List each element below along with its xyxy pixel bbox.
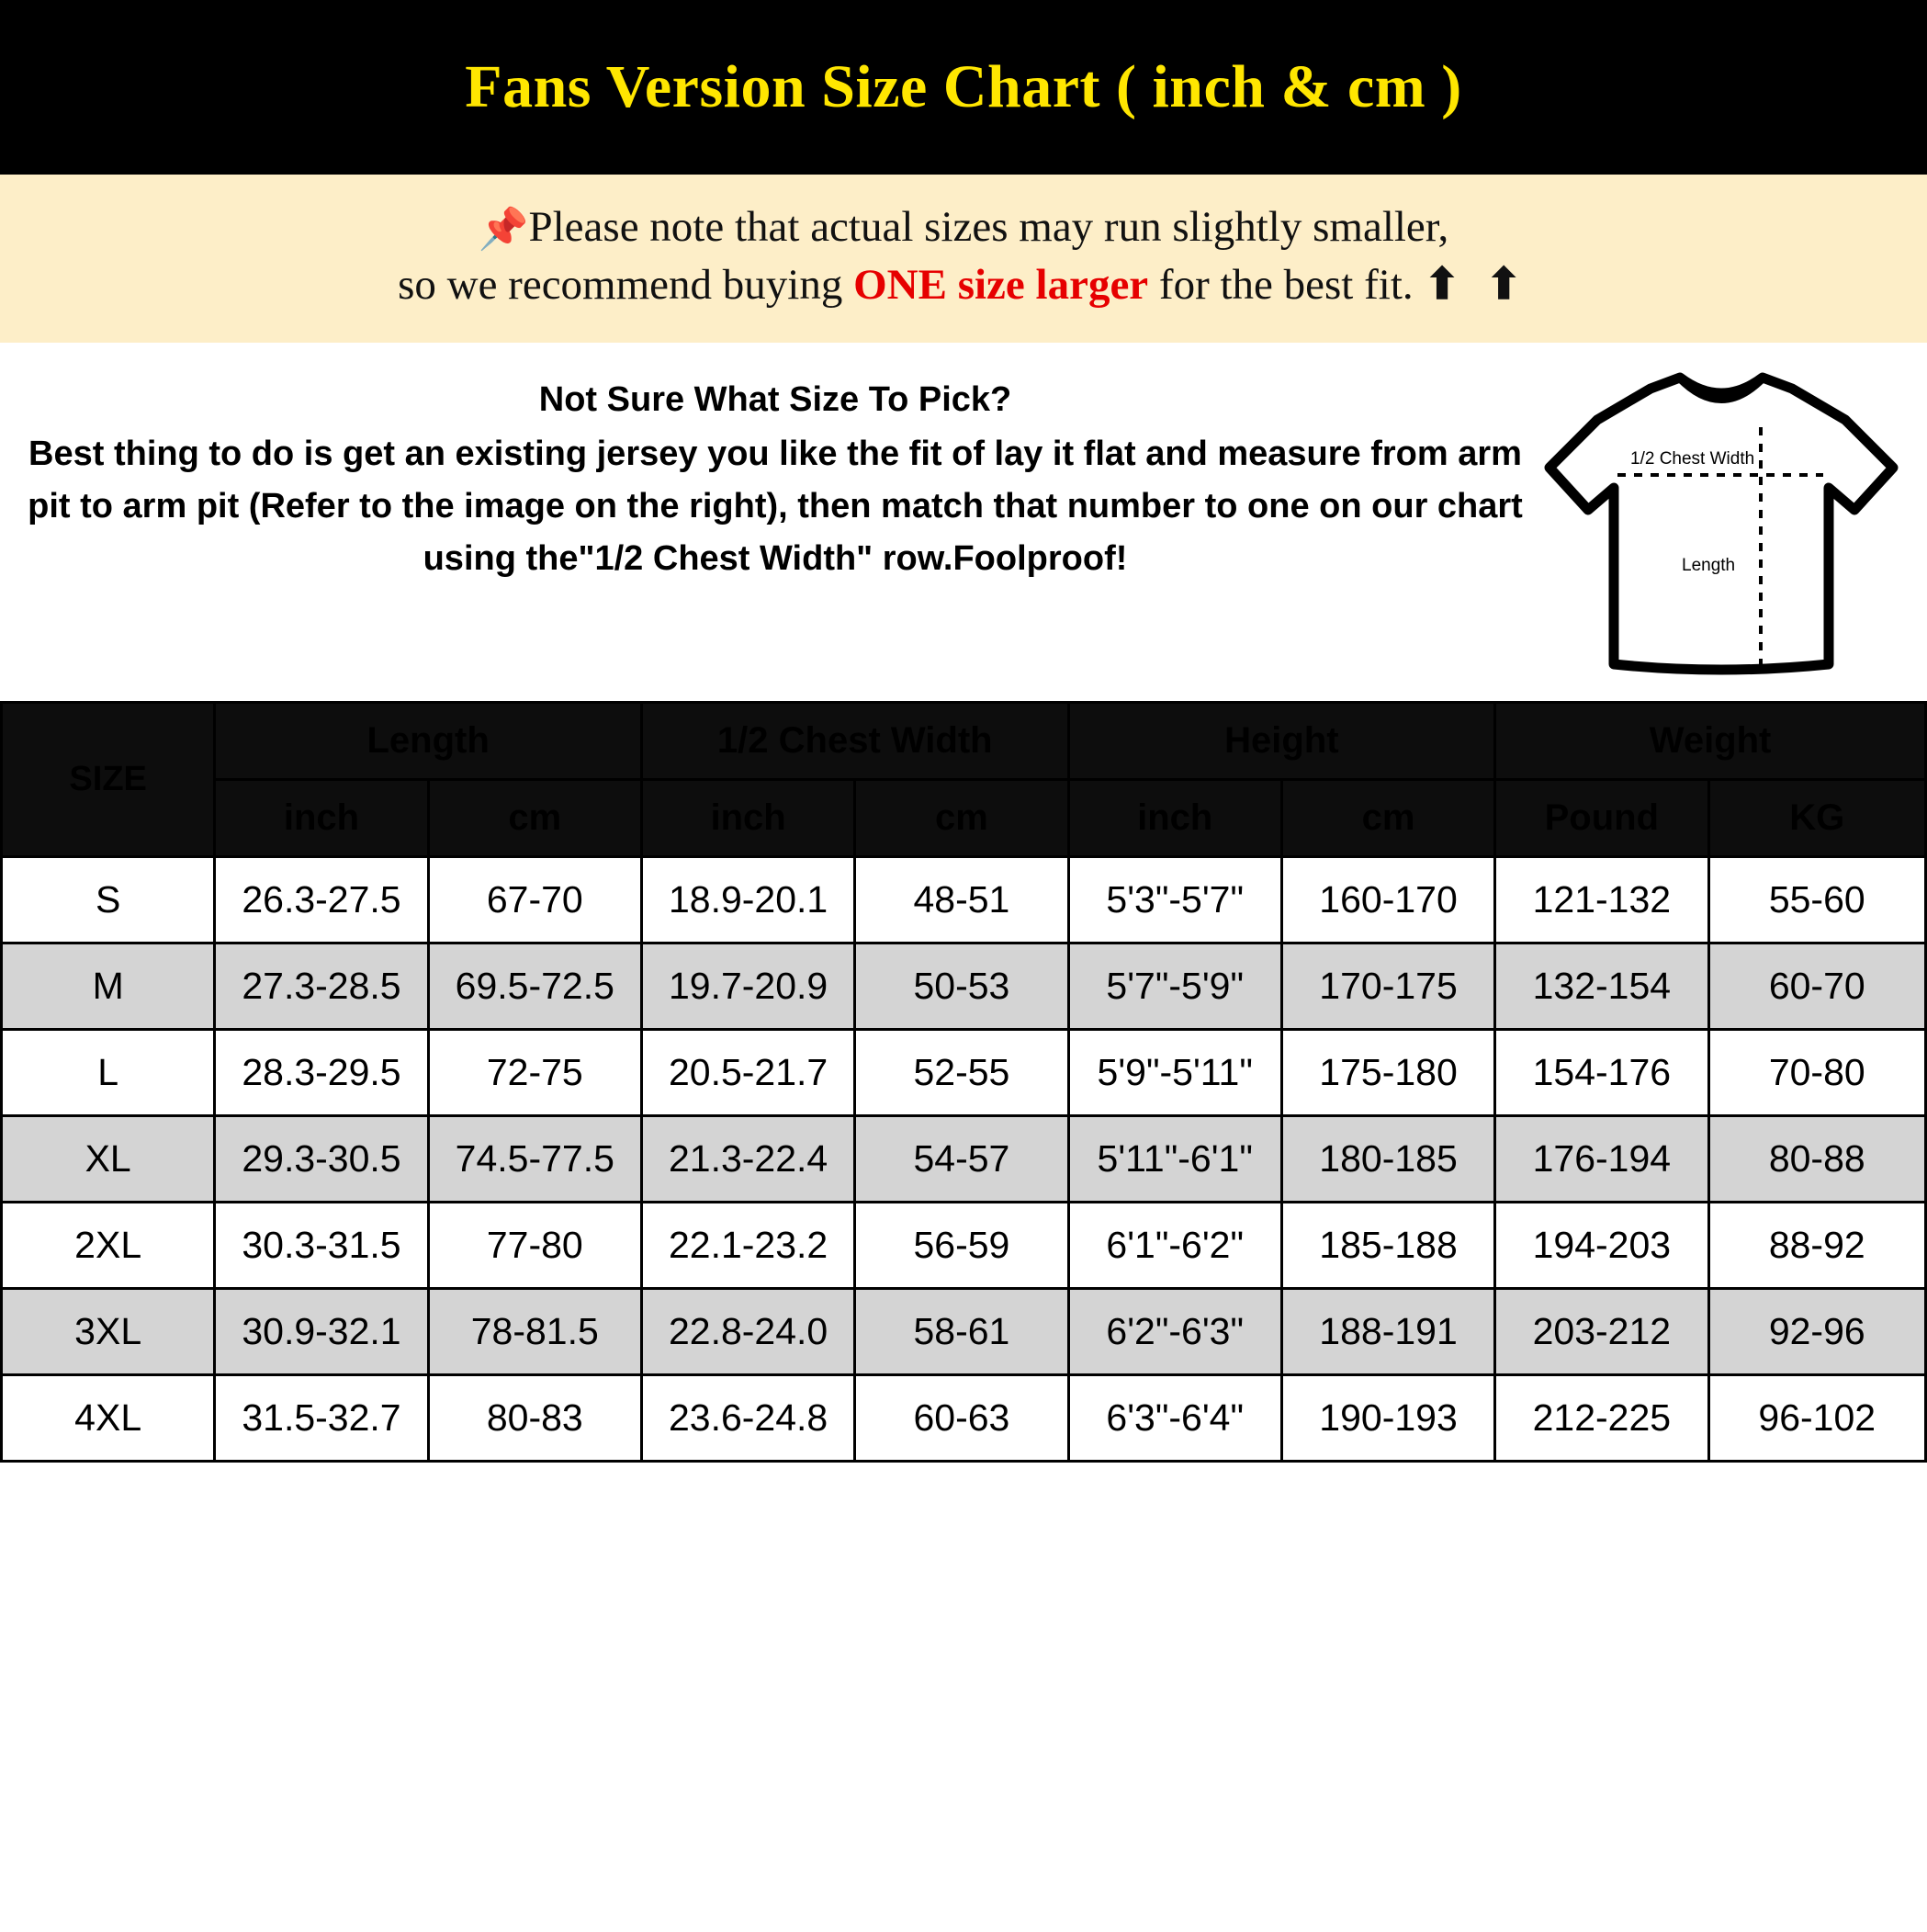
cell-chest-inch: 18.9-20.1 (641, 856, 854, 943)
table-body (2, 856, 1926, 1461)
cell-chest-inch: 23.6-24.8 (641, 1374, 854, 1461)
cell-size: 2XL (2, 1202, 215, 1288)
length-label: Length (1682, 555, 1736, 575)
cell-weight-kg: 96-102 (1708, 1374, 1926, 1461)
cell-height-cm: 160-170 (1281, 856, 1494, 943)
cell-height-cm: 190-193 (1281, 1374, 1494, 1461)
table-head (2, 702, 1926, 856)
cell-length-inch: 28.3-29.5 (215, 1029, 428, 1115)
subheader-length-cm: cm (428, 779, 641, 856)
cell-chest-cm: 56-59 (855, 1202, 1068, 1288)
help-question: Not Sure What Size To Pick? (538, 379, 1012, 419)
header-length: Length (215, 702, 642, 779)
subheader-weight-pound: Pound (1495, 779, 1708, 856)
subheader-weight-kg: KG (1708, 779, 1926, 856)
size-table (0, 701, 1927, 1463)
cell-length-cm: 69.5-72.5 (428, 943, 641, 1029)
cell-height-cm: 185-188 (1281, 1202, 1494, 1288)
cell-height-cm: 180-185 (1281, 1115, 1494, 1202)
cell-weight-pound: 194-203 (1495, 1202, 1708, 1288)
cell-weight-kg: 80-88 (1708, 1115, 1926, 1202)
cell-height-inch: 5'3"-5'7" (1068, 856, 1281, 943)
table-row (2, 1202, 1926, 1288)
cell-size: 4XL (2, 1374, 215, 1461)
cell-height-cm: 188-191 (1281, 1288, 1494, 1374)
subheader-chest-inch: inch (641, 779, 854, 856)
cell-size: XL (2, 1115, 215, 1202)
cell-length-cm: 80-83 (428, 1374, 641, 1461)
cell-size: 3XL (2, 1288, 215, 1374)
cell-weight-kg: 88-92 (1708, 1202, 1926, 1288)
cell-weight-kg: 55-60 (1708, 856, 1926, 943)
help-section (0, 346, 1927, 701)
shirt-diagram (1528, 367, 1914, 684)
cell-weight-pound: 132-154 (1495, 943, 1708, 1029)
subheader-height-cm: cm (1281, 779, 1494, 856)
table-row (2, 1288, 1926, 1374)
cell-length-cm: 67-70 (428, 856, 641, 943)
cell-length-cm: 77-80 (428, 1202, 641, 1288)
cell-height-inch: 6'2"-6'3" (1068, 1288, 1281, 1374)
up-arrows-icon: ⬆ ⬆ (1424, 261, 1529, 310)
cell-size: L (2, 1029, 215, 1115)
cell-length-cm: 74.5-77.5 (428, 1115, 641, 1202)
note-text-2b: for the best fit. (1148, 261, 1425, 310)
header-size: SIZE (2, 702, 215, 856)
tshirt-icon (1542, 372, 1900, 684)
note-band (0, 175, 1927, 346)
cell-weight-pound: 212-225 (1495, 1374, 1708, 1461)
cell-height-inch: 5'9"-5'11" (1068, 1029, 1281, 1115)
cell-weight-kg: 92-96 (1708, 1288, 1926, 1374)
subheader-length-inch: inch (215, 779, 428, 856)
cell-size: S (2, 856, 215, 943)
cell-chest-inch: 22.1-23.2 (641, 1202, 854, 1288)
cell-height-inch: 5'11"-6'1" (1068, 1115, 1281, 1202)
cell-length-inch: 30.9-32.1 (215, 1288, 428, 1374)
table-sub-header-row (2, 779, 1926, 856)
table-row (2, 856, 1926, 943)
cell-length-inch: 29.3-30.5 (215, 1115, 428, 1202)
cell-chest-inch: 20.5-21.7 (641, 1029, 854, 1115)
cell-chest-inch: 19.7-20.9 (641, 943, 854, 1029)
cell-weight-pound: 176-194 (1495, 1115, 1708, 1202)
note-text-1: Please note that actual sizes may run slightly smaller, (528, 203, 1449, 251)
cell-chest-inch: 22.8-24.0 (641, 1288, 854, 1374)
header-chest-width: 1/2 Chest Width (641, 702, 1068, 779)
subheader-height-inch: inch (1068, 779, 1281, 856)
subheader-chest-cm: cm (855, 779, 1068, 856)
chest-width-label: 1/2 Chest Width (1630, 448, 1755, 469)
page-title: Fans Version Size Chart ( inch & cm ) (465, 53, 1462, 120)
cell-length-inch: 31.5-32.7 (215, 1374, 428, 1461)
cell-length-inch: 30.3-31.5 (215, 1202, 428, 1288)
table-group-header-row (2, 702, 1926, 779)
cell-weight-kg: 70-80 (1708, 1029, 1926, 1115)
cell-height-inch: 6'3"-6'4" (1068, 1374, 1281, 1461)
note-text-2a: so we recommend buying (398, 261, 854, 310)
cell-length-cm: 78-81.5 (428, 1288, 641, 1374)
cell-weight-pound: 154-176 (1495, 1029, 1708, 1115)
cell-height-inch: 5'7"-5'9" (1068, 943, 1281, 1029)
cell-weight-pound: 203-212 (1495, 1288, 1708, 1374)
cell-chest-inch: 21.3-22.4 (641, 1115, 854, 1202)
title-bar (0, 0, 1927, 175)
note-line-1 (18, 198, 1909, 256)
cell-weight-kg: 60-70 (1708, 943, 1926, 1029)
table-row (2, 1115, 1926, 1202)
pin-icon: 📌 (478, 207, 529, 252)
cell-size: M (2, 943, 215, 1029)
note-emphasis: ONE size larger (853, 261, 1149, 310)
cell-chest-cm: 48-51 (855, 856, 1068, 943)
cell-length-cm: 72-75 (428, 1029, 641, 1115)
cell-weight-pound: 121-132 (1495, 856, 1708, 943)
cell-length-inch: 27.3-28.5 (215, 943, 428, 1029)
help-text-block (13, 367, 1528, 585)
help-body: Best thing to do is get an existing jersey you like the fit of lay it flat and measure from arm pit to arm pit (Refer to the image on the right), then match that number to one on our chart using the"1/2 Chest Width" row.Foolproof! (28, 434, 1523, 578)
header-height: Height (1068, 702, 1495, 779)
cell-chest-cm: 54-57 (855, 1115, 1068, 1202)
cell-height-cm: 170-175 (1281, 943, 1494, 1029)
table-row (2, 1374, 1926, 1461)
cell-chest-cm: 50-53 (855, 943, 1068, 1029)
cell-chest-cm: 58-61 (855, 1288, 1068, 1374)
note-line-2 (18, 256, 1909, 314)
cell-height-inch: 6'1"-6'2" (1068, 1202, 1281, 1288)
table-row (2, 943, 1926, 1029)
cell-height-cm: 175-180 (1281, 1029, 1494, 1115)
header-weight: Weight (1495, 702, 1926, 779)
cell-chest-cm: 60-63 (855, 1374, 1068, 1461)
cell-length-inch: 26.3-27.5 (215, 856, 428, 943)
table-row (2, 1029, 1926, 1115)
cell-chest-cm: 52-55 (855, 1029, 1068, 1115)
